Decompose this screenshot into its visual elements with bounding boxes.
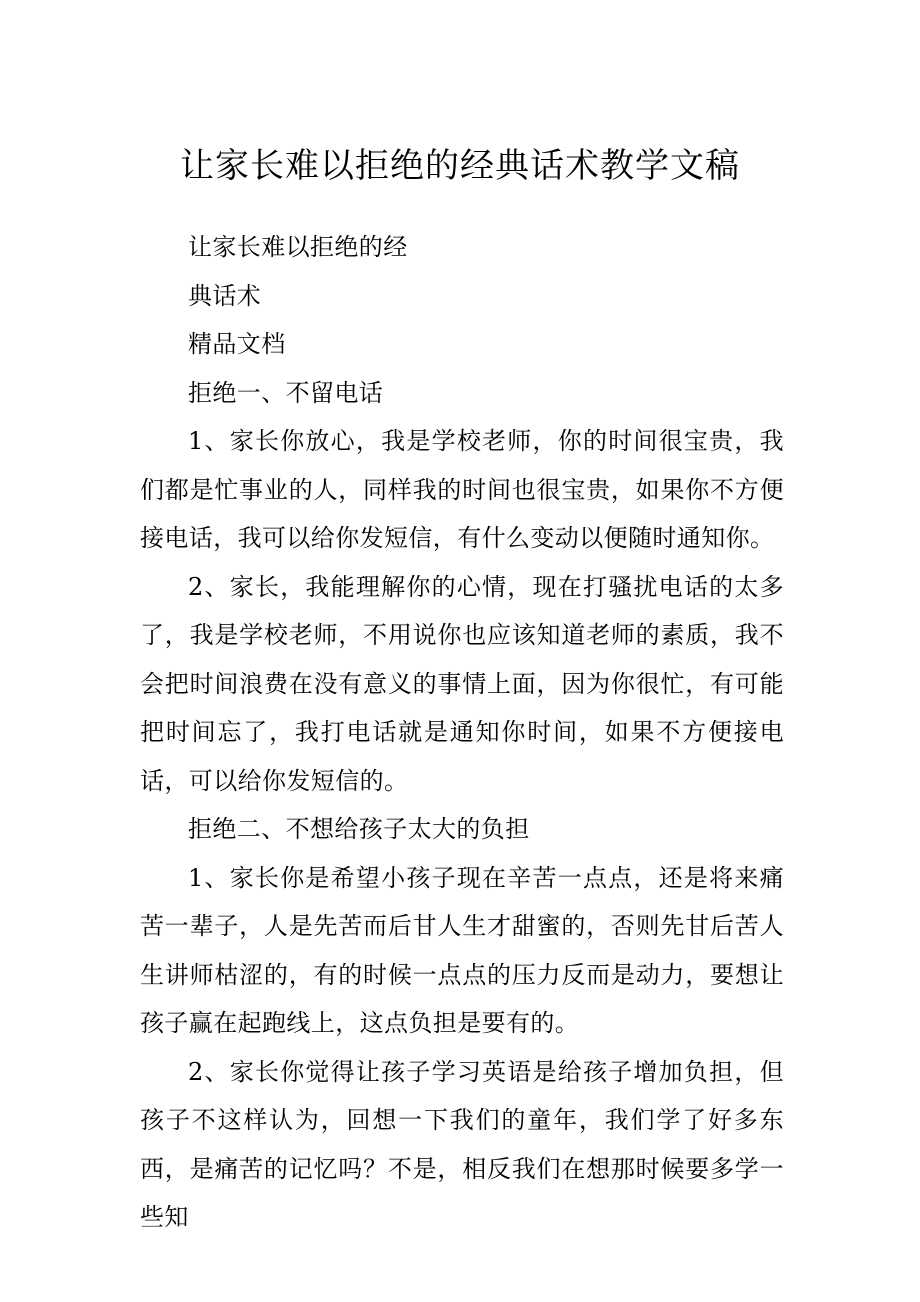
paragraph-heading-line-2: 典话术 <box>188 281 262 310</box>
paragraph-label: 精品文档 <box>188 330 286 358</box>
document-title: 让家长难以拒绝的经典话术教学文稿 <box>180 146 740 186</box>
section-heading-2: 拒绝二、不想给孩子太大的负担 <box>188 815 530 843</box>
paragraph-1-1: 1、家长你放心，我是学校老师，你的时间很宝贵，我们都是忙事业的人，同样我的时间也很宝贵，如果你不方便接电话，我可以给你发短信，有什么变动以便随时通知你。 <box>140 427 784 552</box>
paragraph-1-2: 2、家长，我能理解你的心情，现在打骚扰电话的太多了，我是学校老师，不用说你也应该知道老师的素质，我不会把时间浪费在没有意义的事情上面，因为你很忙，有可能把时间忘了，我打电话就是通知你时间，如果不方便接电话，可以给你发短信的。 <box>140 572 784 795</box>
paragraph-2-2: 2、家长你觉得让孩子学习英语是给孩子增加负担，但孩子不这样认为，回想一下我们的童年，我们学了好多东西，是痛苦的记忆吗？不是，相反我们在想那时候要多学一些知 <box>140 1057 784 1231</box>
paragraph-heading-line-1: 让家长难以拒绝的经 <box>188 233 408 261</box>
document-body <box>140 223 784 1242</box>
section-heading-1: 拒绝一、不留电话 <box>188 378 384 407</box>
paragraph-2-1: 1、家长你是希望小孩子现在辛苦一点点，还是将来痛苦一辈子，人是先苦而后甘人生才甜蜜的，否则先甘后苦人生讲师枯涩的，有的时候一点点的压力反而是动力，要想让孩子赢在起跑线上，这点负担是要有的。 <box>140 863 784 1037</box>
